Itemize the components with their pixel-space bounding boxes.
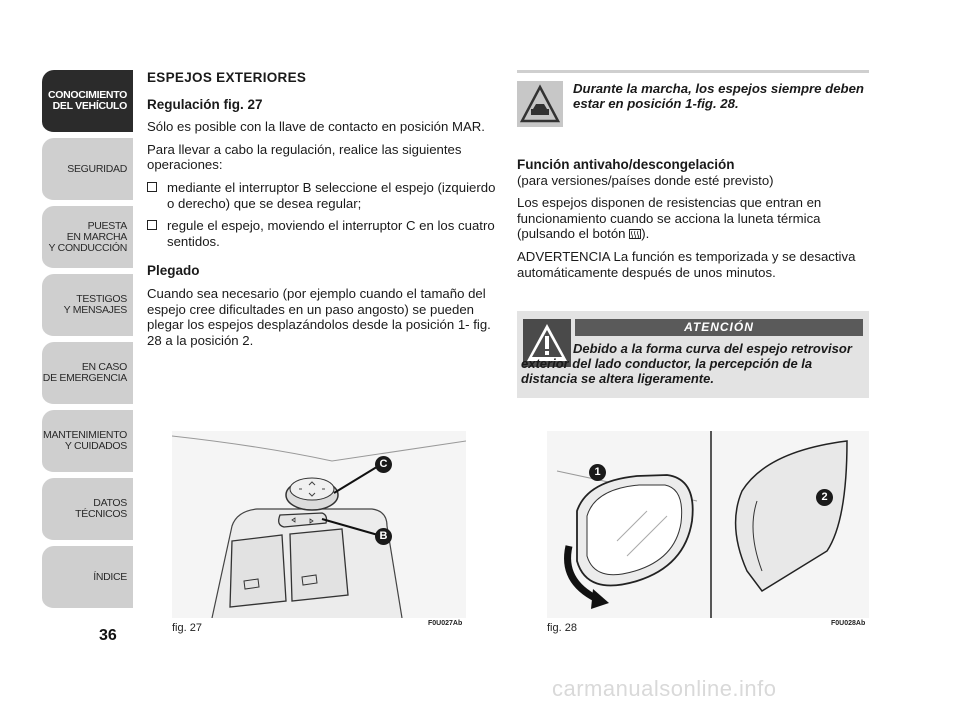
tab-datos-tecnicos[interactable]: DATOS TÉCNICOS [42,478,133,542]
callout-2: 2 [816,489,833,506]
warning-box [517,311,869,398]
defog-heading: Función antivaho/descongelación [517,157,735,172]
tab-conocimiento-del-vehiculo[interactable]: CONOCIMIENTO DEL VEHÍCULO [42,70,133,134]
warning-title: ATENCIÓN [575,319,863,336]
bullet-item: mediante el interruptor B seleccione el espejo (izquierdo o derecho) que se desea regular; [147,180,497,211]
switch-panel-illustration [172,431,466,618]
tab-seguridad[interactable]: SEGURIDAD [42,138,133,202]
right-column [517,70,869,287]
figure-27-caption: fig. 27 [172,622,202,634]
warning-text: Debido a la forma curva del espejo retrovisor exterior del lado conductor, la percepción de la distancia se altera ligeramente. [521,341,852,386]
left-column [147,70,497,355]
defog-paragraph-2: ADVERTENCIA La función es temporizada y se desactiva automáticamente después de unos minutos. [517,248,856,280]
figure-27-door-switch-panel [172,431,466,618]
driving-note [517,81,869,127]
tab-puesta-en-marcha[interactable]: PUESTA EN MARCHA Y CONDUCCIÓN [42,206,133,270]
folding-paragraph: Cuando sea necesario (por ejemplo cuando el tamaño del espejo cree dificultades en un paso angosto) se pueden plegar los espejos desplazándolos desde la posición 1- fig. 28 a la posición 2. [147,285,491,348]
callout-b: B [375,528,392,545]
driving-note-text: Durante la marcha, los espejos siempre deben estar en posición 1-fig. 28. [573,81,864,111]
figure-28-code: F0U028Ab [831,620,866,627]
bullet-item: regule el espejo, moviendo el interruptor C en los cuatro sentidos. [147,218,497,249]
tab-en-caso-de-emergencia[interactable]: EN CASO DE EMERGENCIA [42,342,133,406]
callout-c: C [375,456,392,473]
regulation-paragraph-1: Sólo es posible con la llave de contacto en posición MAR. [147,119,485,135]
rear-defrost-icon [629,227,641,237]
regulation-heading: Regulación fig. 27 [147,96,263,112]
defog-paragraph-1: Los espejos disponen de resistencias que entran en funcionamiento cuando se acciona la luneta térmica (pulsando el botón ). [517,195,822,242]
tab-indice[interactable]: ÍNDICE [42,546,133,610]
figure-28-caption: fig. 28 [547,622,577,634]
page-number: 36 [99,627,117,644]
divider [517,70,869,73]
checkbox-bullet-icon [147,182,157,192]
figure-27-code: F0U027Ab [428,620,463,627]
callout-1: 1 [589,464,606,481]
section-title: ESPEJOS EXTERIORES [147,70,307,85]
checkbox-bullet-icon [147,220,157,230]
mirror-positions-illustration [547,431,869,618]
folding-heading: Plegado [147,263,200,279]
car-warning-icon [517,81,563,127]
tab-mantenimiento-y-cuidados[interactable]: MANTENIMIENTO Y CUIDADOS [42,410,133,474]
defog-subtitle: (para versiones/países donde esté previsto) [517,172,774,188]
regulation-paragraph-2: Para llevar a cabo la regulación, realice las siguientes operaciones: [147,141,462,173]
tab-testigos-y-mensajes[interactable]: TESTIGOS Y MENSAJES [42,274,133,338]
figure-28-mirror-positions [547,431,869,618]
watermark: carmanualsonline.info [552,676,777,701]
